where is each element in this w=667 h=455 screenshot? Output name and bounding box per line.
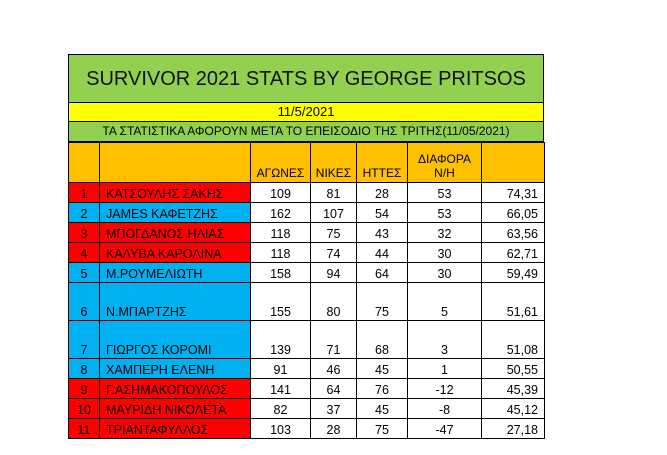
table-row [69, 203, 545, 223]
rank-cell: 8 [69, 359, 100, 379]
rank-cell: 11 [69, 419, 100, 439]
losses-cell: 43 [357, 223, 408, 243]
diff-cell: 53 [408, 183, 482, 203]
table-row [69, 321, 545, 359]
sheet-note: ΤΑ ΣΤΑΤΙΣΤΙΚΑ ΑΦΟΡΟΥΝ ΜΕΤΑ ΤΟ ΕΠΕΙΣΟΔΙΟ ΤΗΣ ΤΡΙΤΗΣ(11/05/2021) [68, 122, 544, 142]
matches-cell: 139 [251, 321, 311, 359]
wins-cell: 28 [311, 419, 357, 439]
wins-cell: 94 [311, 263, 357, 283]
pct-cell: 59,49 [482, 263, 545, 283]
rank-cell: 5 [69, 263, 100, 283]
losses-cell: 76 [357, 379, 408, 399]
matches-cell: 158 [251, 263, 311, 283]
rank-cell: 3 [69, 223, 100, 243]
name-cell: ΧΑΜΠΕΡΗ ΕΛΕΝΗ [100, 359, 251, 379]
sheet-date: 11/5/2021 [68, 103, 544, 122]
sheet-title: SURVIVOR 2021 STATS BY GEORGE PRITSOS [68, 54, 544, 103]
diff-cell: 53 [408, 203, 482, 223]
matches-cell: 109 [251, 183, 311, 203]
wins-cell: 74 [311, 243, 357, 263]
header-diff [408, 143, 482, 183]
losses-cell: 68 [357, 321, 408, 359]
table-row [69, 359, 545, 379]
header-name [100, 143, 251, 183]
diff-cell: 5 [408, 283, 482, 321]
header-losses: ΗΤΤΕΣ [357, 143, 408, 183]
table-row [69, 399, 545, 419]
name-cell: Γ.ΑΣΗΜΑΚΟΠΟΥΛΟΣ [100, 379, 251, 399]
table-row [69, 223, 545, 243]
pct-cell: 51,08 [482, 321, 545, 359]
matches-cell: 162 [251, 203, 311, 223]
header-wins: ΝΙΚΕΣ [311, 143, 357, 183]
table-row [69, 183, 545, 203]
pct-cell: 62,71 [482, 243, 545, 263]
diff-cell: 32 [408, 223, 482, 243]
name-cell: Ν.ΜΠΑΡΤΖΗΣ [100, 283, 251, 321]
header-row [69, 143, 545, 183]
name-cell: ΓΙΩΡΓΟΣ ΚΟΡΟΜΙ [100, 321, 251, 359]
matches-cell: 141 [251, 379, 311, 399]
losses-cell: 44 [357, 243, 408, 263]
name-cell: ΜΑΥΡΙΔΗ ΝΙΚΟΛΕΤΑ [100, 399, 251, 419]
losses-cell: 54 [357, 203, 408, 223]
stats-table [68, 142, 545, 439]
header-rank [69, 143, 100, 183]
pct-cell: 27,18 [482, 419, 545, 439]
diff-cell: 30 [408, 263, 482, 283]
losses-cell: 75 [357, 283, 408, 321]
pct-cell: 66,05 [482, 203, 545, 223]
matches-cell: 91 [251, 359, 311, 379]
rank-cell: 7 [69, 321, 100, 359]
rank-cell: 1 [69, 183, 100, 203]
table-row [69, 283, 545, 321]
diff-cell: 1 [408, 359, 482, 379]
table-row [69, 379, 545, 399]
header-pct [482, 143, 545, 183]
pct-cell: 45,39 [482, 379, 545, 399]
pct-cell: 63,56 [482, 223, 545, 243]
pct-cell: 51,61 [482, 283, 545, 321]
losses-cell: 64 [357, 263, 408, 283]
table-row [69, 243, 545, 263]
pct-cell: 45,12 [482, 399, 545, 419]
header-diff-line2: Ν/Η [434, 166, 455, 180]
wins-cell: 107 [311, 203, 357, 223]
diff-cell: -47 [408, 419, 482, 439]
wins-cell: 71 [311, 321, 357, 359]
diff-cell: 30 [408, 243, 482, 263]
losses-cell: 45 [357, 399, 408, 419]
table-row [69, 419, 545, 439]
matches-cell: 118 [251, 243, 311, 263]
diff-cell: -8 [408, 399, 482, 419]
diff-cell: 3 [408, 321, 482, 359]
matches-cell: 103 [251, 419, 311, 439]
name-cell: Μ.ΡΟΥΜΕΛΙΩΤΗ [100, 263, 251, 283]
pct-cell: 74,31 [482, 183, 545, 203]
name-cell: ΚΑΛΥΒΑ ΚΑΡΟΛΙΝΑ [100, 243, 251, 263]
wins-cell: 46 [311, 359, 357, 379]
rank-cell: 10 [69, 399, 100, 419]
rank-cell: 9 [69, 379, 100, 399]
matches-cell: 82 [251, 399, 311, 419]
stats-sheet [68, 54, 544, 439]
rank-cell: 6 [69, 283, 100, 321]
rank-cell: 4 [69, 243, 100, 263]
pct-cell: 50,55 [482, 359, 545, 379]
table-row [69, 263, 545, 283]
losses-cell: 75 [357, 419, 408, 439]
losses-cell: 28 [357, 183, 408, 203]
rank-cell: 2 [69, 203, 100, 223]
name-cell: ΚΑΤΣΟΥΛΗΣ ΣΑΚΗΣ [100, 183, 251, 203]
header-matches: ΑΓΩΝΕΣ [251, 143, 311, 183]
name-cell: ΜΠΟΓΔΑΝΟΣ ΗΛΙΑΣ [100, 223, 251, 243]
name-cell: JAMES ΚΑΦΕΤΖΗΣ [100, 203, 251, 223]
wins-cell: 75 [311, 223, 357, 243]
wins-cell: 81 [311, 183, 357, 203]
wins-cell: 37 [311, 399, 357, 419]
wins-cell: 80 [311, 283, 357, 321]
header-diff-line1: ΔΙΑΦΟΡΑ [417, 152, 472, 166]
matches-cell: 155 [251, 283, 311, 321]
diff-cell: -12 [408, 379, 482, 399]
losses-cell: 45 [357, 359, 408, 379]
wins-cell: 64 [311, 379, 357, 399]
name-cell: ΤΡΙΑΝΤΑΦΥΛΛΟΣ [100, 419, 251, 439]
matches-cell: 118 [251, 223, 311, 243]
